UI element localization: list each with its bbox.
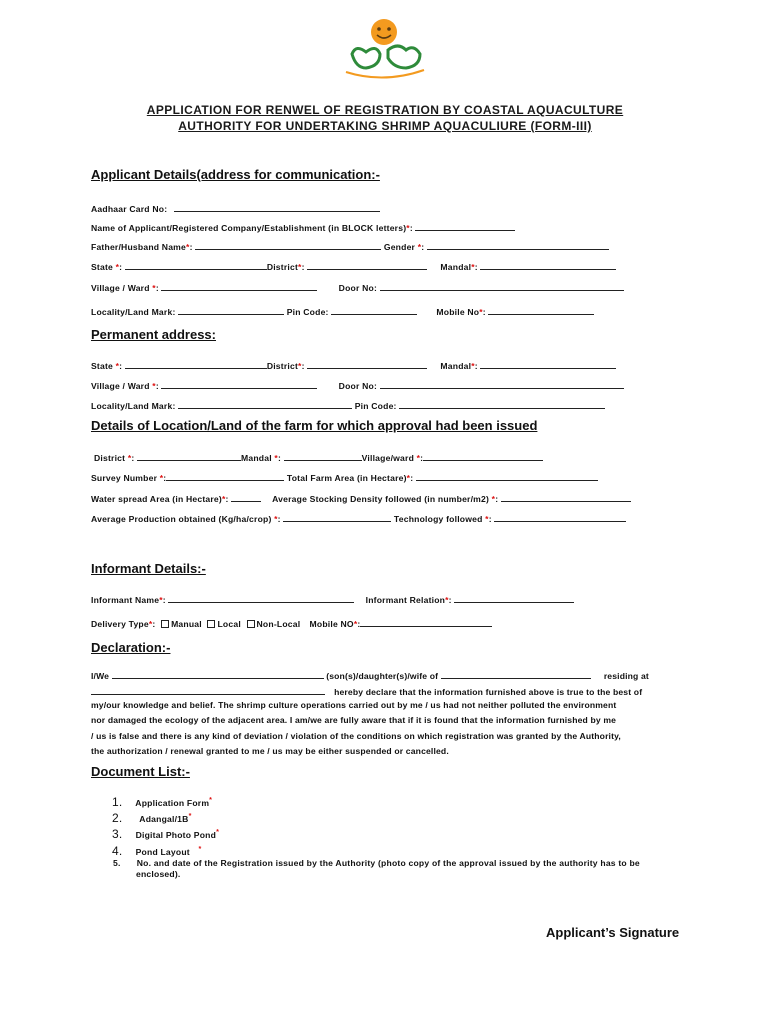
farm-village-label: Village/ward	[361, 453, 415, 463]
required-star: *	[479, 307, 483, 317]
locality-label: Locality/Land Mark:	[91, 307, 176, 317]
water-area-row: Water spread Area (in Hectare)*: Average Stocking Density followed (in number/m2) *:	[91, 493, 631, 504]
perm-door-field[interactable]	[380, 380, 624, 389]
declaration-line5: / us is false and there is any kind of deviation / violation of the conditions on which registration was granted by the Authority,	[91, 731, 621, 741]
required-star: *	[209, 796, 213, 805]
applicant-signature-label: Applicant’s Signature	[546, 925, 680, 940]
mandal-label: Mandal	[440, 262, 472, 272]
aadhaar-row	[91, 203, 380, 214]
village-label: Village / Ward	[91, 283, 150, 293]
required-star: *	[115, 262, 120, 272]
declaration-text: I/We	[91, 671, 110, 681]
production-field[interactable]	[283, 513, 391, 522]
perm-district-label: District	[266, 361, 299, 371]
perm-locality-label: Locality/Land Mark:	[91, 401, 176, 411]
manual-checkbox[interactable]	[161, 620, 169, 628]
farm-mandal-field[interactable]	[284, 452, 362, 461]
production-row: Average Production obtained (Kg/ha/crop) *: Technology followed *:	[91, 513, 626, 524]
document-item-label: No. and date of the Registration issued by the Authority (photo copy of the approval issued by the authority has to be	[136, 858, 640, 868]
document-item-label: Adangal/1B	[139, 814, 189, 824]
manual-label: Manual	[171, 619, 202, 629]
stocking-label: Average Stocking Density followed (in number/m2)	[272, 494, 490, 504]
required-star: *	[188, 812, 192, 821]
state-label: State	[91, 262, 114, 272]
farm-district-field[interactable]	[137, 452, 241, 461]
stocking-field[interactable]	[501, 493, 631, 502]
required-star: *	[127, 453, 132, 463]
state-row: State *: District*: Mandal*:	[91, 261, 616, 272]
farm-mandal-label: Mandal	[241, 453, 272, 463]
declaration-line6: the authorization / renewal granted to me / us may be either suspended or cancelled.	[91, 746, 449, 756]
required-star: *	[445, 595, 449, 605]
nonlocal-checkbox[interactable]	[247, 620, 255, 628]
mobile-label: Mobile No	[436, 307, 480, 317]
informant-name-label: Informant Name	[91, 595, 160, 605]
required-star: *	[471, 262, 475, 272]
applicant-name-label: Name of Applicant/Registered Company/Establishment (in BLOCK letters)	[91, 223, 407, 233]
declaration-line3: my/our knowledge and belief. The shrimp culture operations carried out by me / us had not neither polluted the environment	[91, 700, 617, 710]
list-number: 3.	[112, 827, 123, 841]
document-item-label: Pond Layout	[135, 847, 190, 857]
perm-pin-label: Pin Code:	[354, 401, 397, 411]
document-item-label: Digital Photo Pond	[135, 830, 217, 840]
declaration-line2	[91, 686, 642, 697]
list-number: 2.	[112, 811, 123, 825]
required-star: *	[115, 361, 120, 371]
mandal-field[interactable]	[480, 261, 616, 270]
required-star: *	[274, 514, 278, 524]
survey-row: Survey Number *: Total Farm Area (in Hectare)*:	[91, 472, 598, 483]
required-star: *	[471, 361, 475, 371]
perm-state-row: State *: District*: Mandal*:	[91, 360, 616, 371]
informant-heading: Informant Details:-	[91, 561, 206, 576]
local-checkbox[interactable]	[207, 620, 215, 628]
mobile-field[interactable]	[488, 306, 594, 315]
gender-label: Gender	[383, 242, 416, 252]
total-area-label: Total Farm Area (in Hectare)	[286, 473, 407, 483]
document-item-5	[113, 858, 640, 868]
applicant-heading: Applicant Details(address for communication:-	[91, 167, 380, 182]
water-area-label: Water spread Area (in Hectare)	[91, 494, 222, 504]
logo-graphic	[336, 14, 432, 90]
total-area-field[interactable]	[416, 472, 598, 481]
required-star: *	[152, 381, 156, 391]
declaration-text: hereby declare that the information furnished above is true to the best of	[334, 687, 643, 697]
document-item-2	[112, 811, 192, 825]
list-number: 5.	[113, 858, 121, 868]
required-star: *	[406, 473, 411, 483]
declaration-line4: nor damaged the ecology of the adjacent area. I am/we are fully aware that if it is found that the information furnished by me	[91, 715, 617, 725]
applicant-name-row: Name of Applicant/Registered Company/Establishment (in BLOCK letters)*:	[91, 222, 515, 233]
declaration-text: (son(s)/daughter(s)/wife of	[326, 671, 439, 681]
perm-mandal-label: Mandal	[440, 361, 472, 371]
perm-mandal-field[interactable]	[480, 360, 616, 369]
document-item-3	[112, 827, 219, 841]
father-row: Father/Husband Name*: Gender *:	[91, 241, 609, 252]
father-field[interactable]	[195, 241, 381, 250]
district-label: District	[266, 262, 299, 272]
district-field[interactable]	[307, 261, 427, 270]
required-star: *	[216, 828, 220, 837]
required-star: *	[274, 453, 278, 463]
pin-field[interactable]	[331, 306, 417, 315]
perm-state-field[interactable]	[125, 360, 267, 369]
farm-district-row: District *: Mandal *: Village/ward *:	[94, 452, 543, 463]
declaration-heading: Declaration:-	[91, 640, 171, 655]
document-list-heading: Document List:-	[91, 764, 190, 779]
informant-name-field[interactable]	[168, 594, 354, 603]
required-star: *	[416, 453, 421, 463]
meeseva-logo	[336, 14, 432, 90]
required-star: *	[298, 361, 302, 371]
residence-field[interactable]	[91, 686, 325, 695]
father-label: Father/Husband Name	[91, 242, 187, 252]
local-label: Local	[217, 619, 241, 629]
perm-village-row: Village / Ward *: Door No:	[91, 380, 624, 391]
informant-relation-label: Informant Relation	[365, 595, 446, 605]
required-star: *	[221, 494, 226, 504]
list-number: 4.	[112, 844, 123, 858]
gender-field[interactable]	[427, 241, 609, 250]
perm-village-field[interactable]	[161, 380, 317, 389]
perm-door-label: Door No:	[338, 381, 378, 391]
required-star: *	[491, 494, 496, 504]
state-field[interactable]	[125, 261, 267, 270]
declaration-text: residing at	[603, 671, 649, 681]
farm-heading: Details of Location/Land of the farm for which approval had been issued	[91, 418, 538, 433]
locality-field[interactable]	[178, 306, 284, 315]
pin-label: Pin Code:	[286, 307, 329, 317]
locality-row: Locality/Land Mark: Pin Code: Mobile No*:	[91, 306, 594, 317]
permanent-heading: Permanent address:	[91, 327, 216, 342]
required-star: *	[198, 845, 202, 854]
delivery-row: Delivery Type*: Manual Local Non-Local Mobile NO*:	[91, 618, 492, 629]
informant-row: Informant Name*: Informant Relation*:	[91, 594, 574, 605]
required-star: *	[485, 514, 489, 524]
document-item-label: Application Form	[135, 798, 210, 808]
survey-label: Survey Number	[91, 473, 158, 483]
perm-district-field[interactable]	[307, 360, 427, 369]
door-field[interactable]	[380, 282, 624, 291]
required-star: *	[159, 473, 164, 483]
production-label: Average Production obtained (Kg/ha/crop)	[91, 514, 272, 524]
technology-label: Technology followed	[393, 514, 483, 524]
required-star: *	[406, 223, 410, 233]
village-field[interactable]	[161, 282, 317, 291]
aadhaar-field[interactable]	[174, 203, 380, 212]
required-star: *	[152, 283, 156, 293]
form-title-line2: AUTHORITY FOR UNDERTAKING SHRIMP AQUACULIURE (FORM-III)	[178, 119, 592, 133]
informant-mobile-field[interactable]	[360, 618, 492, 627]
document-item-1	[112, 795, 212, 809]
aadhaar-label: Aadhaar Card No:	[91, 204, 168, 214]
declarant-name-field[interactable]	[112, 670, 324, 679]
document-item-5-cont: enclosed).	[136, 869, 181, 879]
required-star: *	[186, 242, 190, 252]
relation-name-field[interactable]	[441, 670, 591, 679]
informant-relation-field[interactable]	[454, 594, 574, 603]
informant-mobile-label: Mobile NO	[309, 619, 354, 629]
perm-state-label: State	[91, 361, 114, 371]
required-star: *	[298, 262, 302, 272]
required-star: *	[353, 619, 358, 629]
village-row: Village / Ward *: Door No:	[91, 282, 624, 293]
required-star: *	[159, 595, 163, 605]
perm-locality-row	[91, 400, 605, 411]
perm-locality-field[interactable]	[178, 400, 352, 409]
technology-field[interactable]	[494, 513, 626, 522]
nonlocal-label: Non-Local	[256, 619, 301, 629]
list-number: 1.	[112, 795, 123, 809]
survey-field[interactable]	[166, 472, 284, 481]
perm-pin-field[interactable]	[399, 400, 605, 409]
applicant-name-field[interactable]	[415, 222, 515, 231]
required-star: *	[417, 242, 422, 252]
farm-village-field[interactable]	[423, 452, 543, 461]
document-item-4	[112, 844, 201, 858]
water-area-field[interactable]	[231, 493, 261, 502]
required-star: *	[148, 619, 153, 629]
form-title-line1: APPLICATION FOR RENWEL OF REGISTRATION BY COASTAL AQUACULTURE	[146, 103, 624, 117]
delivery-label: Delivery Type	[91, 619, 149, 629]
perm-village-label: Village / Ward	[91, 381, 150, 391]
farm-district-label: District	[94, 453, 126, 463]
door-label: Door No:	[338, 283, 378, 293]
declaration-line1	[91, 670, 649, 681]
